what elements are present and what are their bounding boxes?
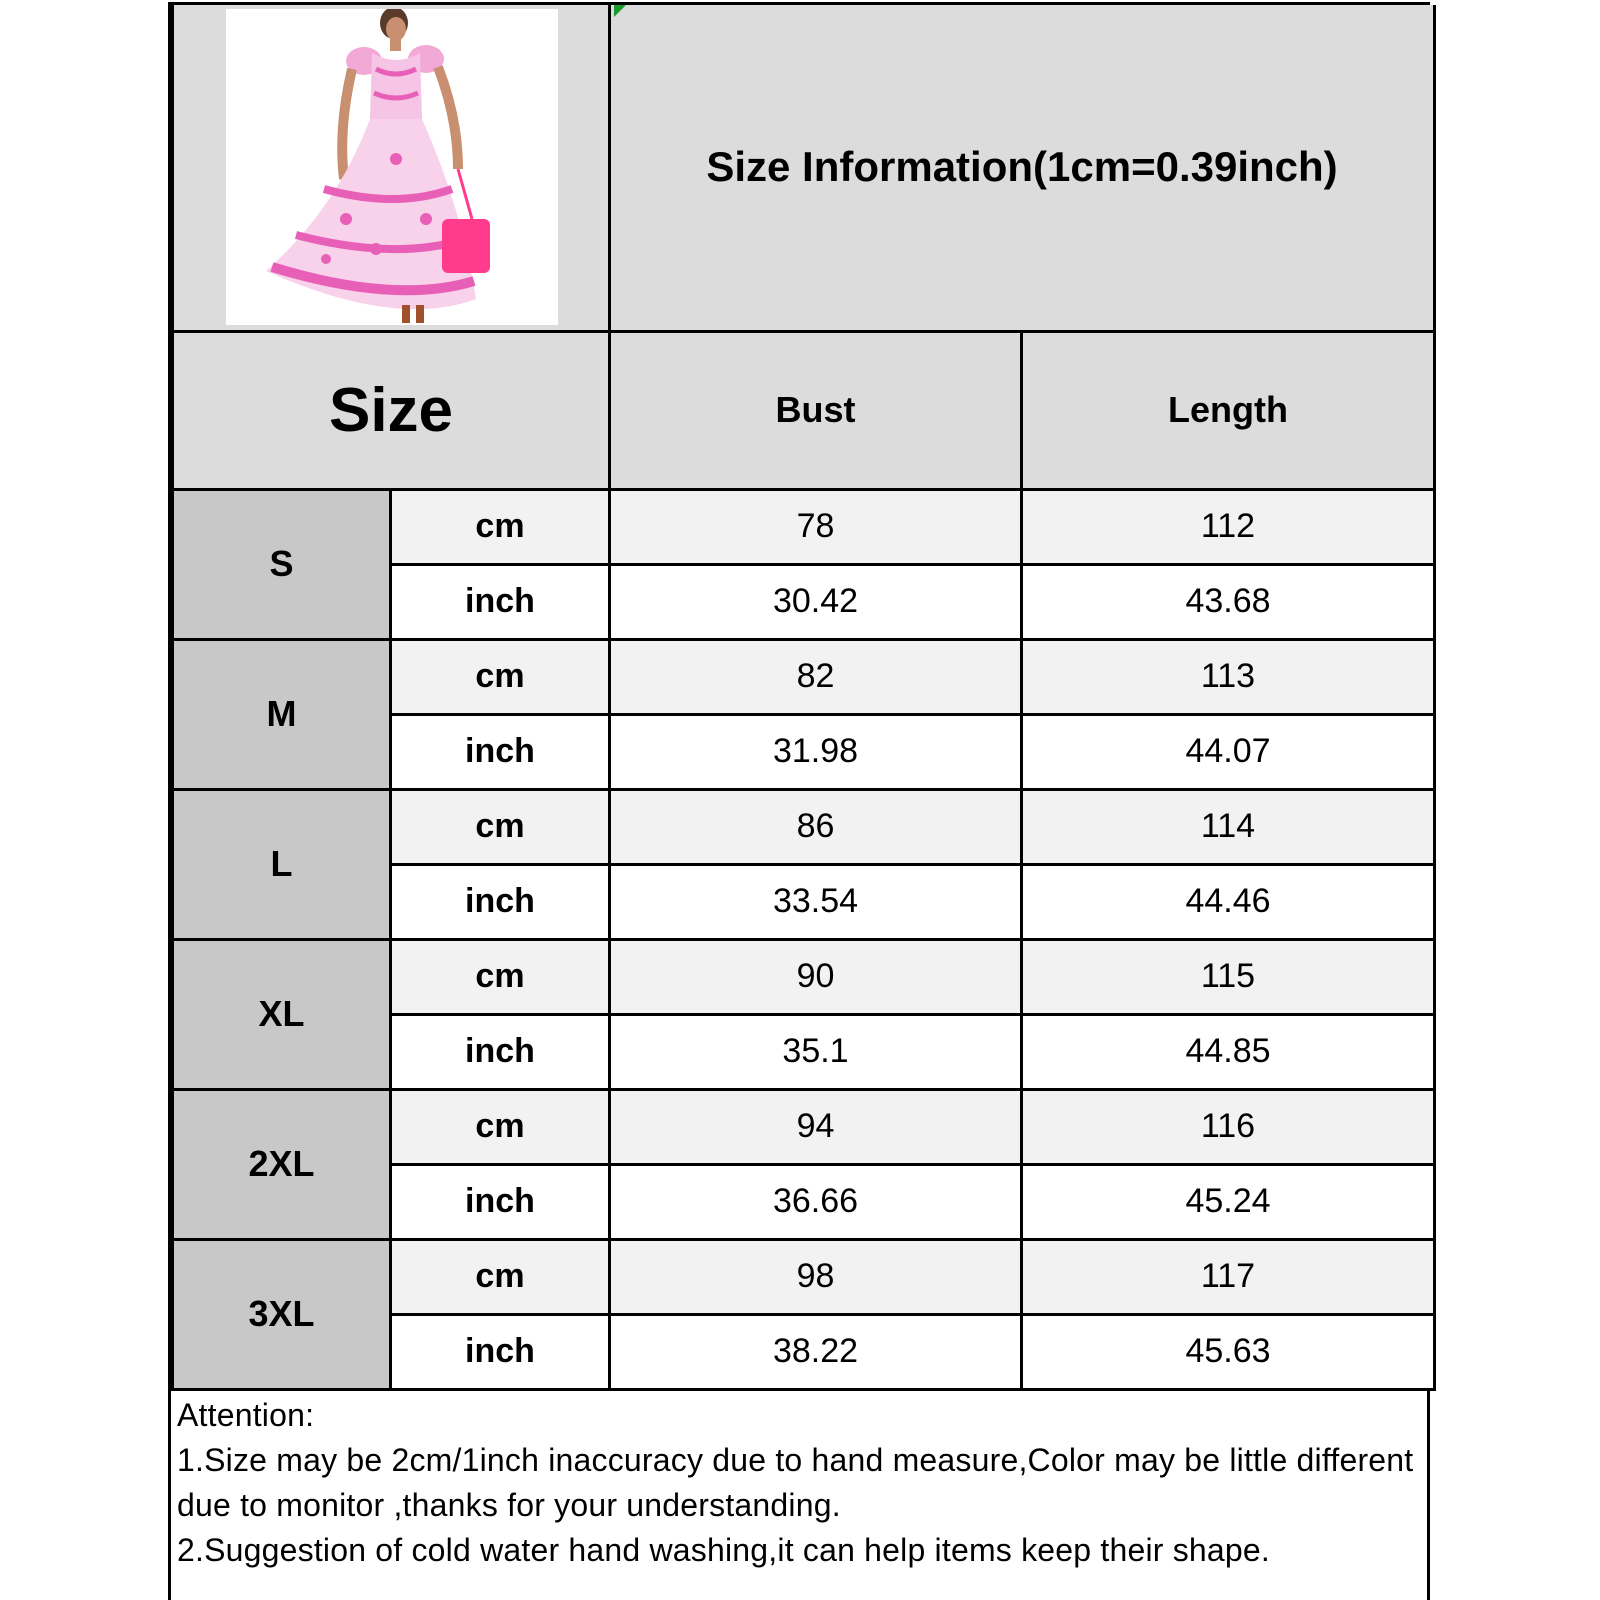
table-row	[173, 1089, 1435, 1164]
unit-cell: cm	[391, 639, 610, 714]
size-label: 2XL	[173, 1089, 391, 1239]
unit-cell: cm	[391, 939, 610, 1014]
bust-value: 35.1	[610, 1014, 1022, 1089]
bust-value: 30.42	[610, 564, 1022, 639]
length-value: 44.07	[1022, 714, 1435, 789]
bust-value: 98	[610, 1239, 1022, 1314]
unit-cell: inch	[391, 564, 610, 639]
unit-cell: inch	[391, 1164, 610, 1239]
unit-cell: cm	[391, 1089, 610, 1164]
unit-cell: cm	[391, 489, 610, 564]
header-row	[173, 331, 1435, 489]
size-table	[171, 5, 1436, 1391]
length-value: 43.68	[1022, 564, 1435, 639]
notes-line-1: 1.Size may be 2cm/1inch inaccuracy due to hand measure,Color may be little different due to monitor ,thanks for your understanding.	[177, 1441, 1414, 1523]
table-row	[173, 789, 1435, 864]
table-row	[173, 639, 1435, 714]
table-row	[173, 939, 1435, 1014]
length-value: 115	[1022, 939, 1435, 1014]
header-size: Size	[173, 331, 610, 489]
unit-cell: cm	[391, 1239, 610, 1314]
unit-cell: cm	[391, 789, 610, 864]
bust-value: 31.98	[610, 714, 1022, 789]
length-value: 45.63	[1022, 1314, 1435, 1389]
bust-value: 86	[610, 789, 1022, 864]
table-row	[173, 1239, 1435, 1314]
unit-cell: inch	[391, 1014, 610, 1089]
table-row	[173, 489, 1435, 564]
product-photo	[226, 9, 558, 325]
size-label: XL	[173, 939, 391, 1089]
length-value: 112	[1022, 489, 1435, 564]
bust-value: 36.66	[610, 1164, 1022, 1239]
bust-value: 33.54	[610, 864, 1022, 939]
dress-model-image	[226, 9, 558, 325]
unit-cell: inch	[391, 1314, 610, 1389]
product-photo-cell	[173, 5, 610, 331]
bust-value: 38.22	[610, 1314, 1022, 1389]
size-information-title: Size Information(1cm=0.39inch)	[610, 5, 1435, 331]
size-label: 3XL	[173, 1239, 391, 1389]
header-length: Length	[1022, 331, 1435, 489]
size-label: S	[173, 489, 391, 639]
bust-value: 94	[610, 1089, 1022, 1164]
length-value: 44.85	[1022, 1014, 1435, 1089]
unit-cell: inch	[391, 714, 610, 789]
size-label: M	[173, 639, 391, 789]
top-row	[173, 5, 1435, 331]
size-chart	[168, 2, 1430, 1600]
unit-cell: inch	[391, 864, 610, 939]
length-value: 116	[1022, 1089, 1435, 1164]
attention-notes	[171, 1391, 1427, 1575]
size-label: L	[173, 789, 391, 939]
length-value: 44.46	[1022, 864, 1435, 939]
length-value: 113	[1022, 639, 1435, 714]
corner-marker	[614, 5, 626, 17]
notes-line-2: 2.Suggestion of cold water hand washing,it can help items keep their shape.	[177, 1531, 1270, 1568]
length-value: 117	[1022, 1239, 1435, 1314]
notes-heading: Attention:	[177, 1396, 315, 1433]
header-bust: Bust	[610, 331, 1022, 489]
length-value: 114	[1022, 789, 1435, 864]
bust-value: 90	[610, 939, 1022, 1014]
bust-value: 82	[610, 639, 1022, 714]
bust-value: 78	[610, 489, 1022, 564]
length-value: 45.24	[1022, 1164, 1435, 1239]
